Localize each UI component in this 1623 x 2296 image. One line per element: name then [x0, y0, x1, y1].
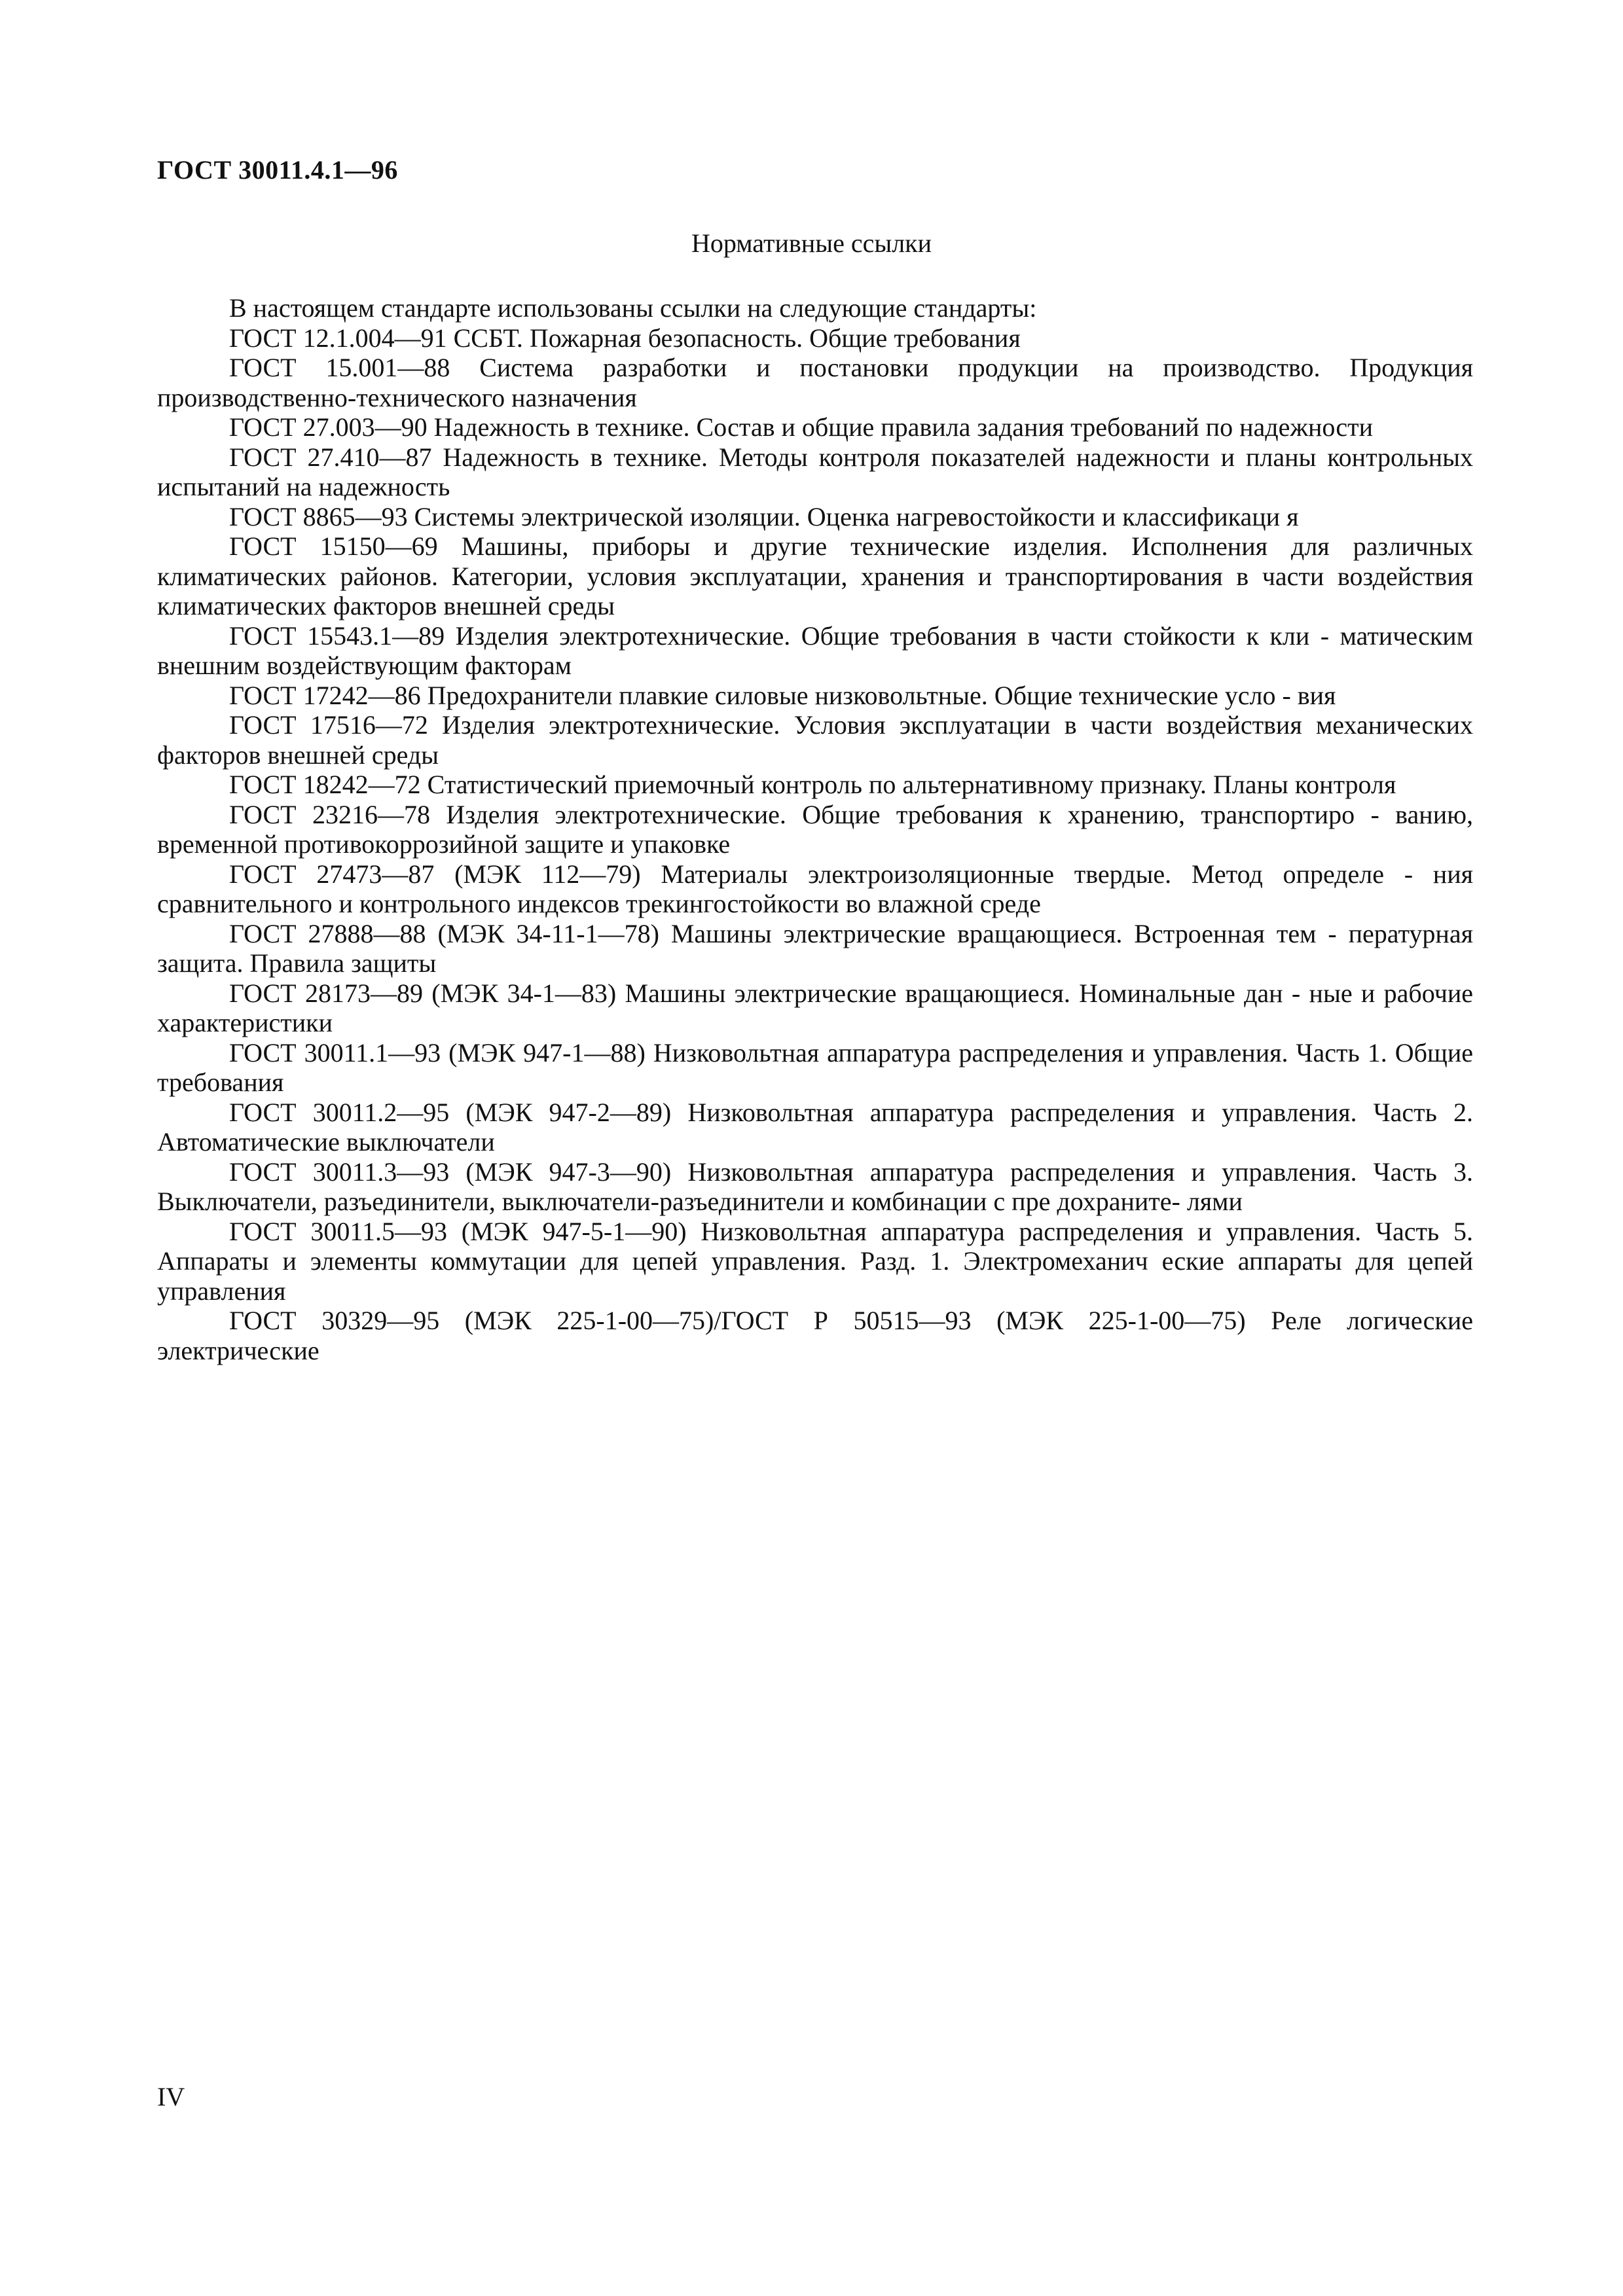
reference-item: ГОСТ 15150—69 Машины, приборы и другие технические изделия. Исполнения для различных климатических районов. Категории, условия эксплуатации, хранения и транспортирования в части воздействия климатических факторов внешней среды [157, 531, 1473, 620]
reference-item: ГОСТ 27888—88 (МЭК 34-11-1—78) Машины электрические вращающиеся. Встроенная тем - пературная защита. Правила защиты [157, 918, 1473, 978]
references-block [157, 293, 1473, 1365]
reference-item: ГОСТ 30329—95 (МЭК 225-1-00—75)/ГОСТ Р 50515—93 (МЭК 225-1-00—75) Реле логические электрические [157, 1306, 1473, 1365]
standard-code-header: ГОСТ 30011.4.1—96 [157, 155, 398, 185]
reference-item: ГОСТ 12.1.004—91 ССБТ. Пожарная безопасность. Общие требования [229, 323, 1021, 353]
reference-item: ГОСТ 17516—72 Изделия электротехнические. Условия эксплуатации в части воздействия механических факторов внешней среды [157, 710, 1473, 770]
reference-item: ГОСТ 30011.1—93 (МЭК 947-1—88) Низковольтная аппаратура распределения и управления. Часть 1. Общие требования [157, 1037, 1473, 1097]
intro-paragraph: В настоящем стандарте использованы ссылки на следующие стандарты: [229, 293, 1037, 323]
reference-item: ГОСТ 15.001—88 Система разработки и постановки продукции на производство. Продукция производственно-технического назначения [157, 353, 1473, 412]
reference-item: ГОСТ 17242—86 Предохранители плавкие силовые низковольтные. Общие технические усло - вия [229, 680, 1336, 710]
reference-item: ГОСТ 27473—87 (МЭК 112—79) Материалы электроизоляционные твердые. Метод определе - ния сравнительного и контрольного индексов трекингостойкости во влажной среде [157, 859, 1473, 918]
reference-item: ГОСТ 28173—89 (МЭК 34-1—83) Машины электрические вращающиеся. Номинальные дан - ные и рабочие характеристики [157, 978, 1473, 1037]
reference-item: ГОСТ 27.410—87 Надежность в технике. Методы контроля показателей надежности и планы контрольных испытаний на надежность [157, 442, 1473, 501]
page-number: IV [157, 2082, 185, 2111]
reference-item: ГОСТ 30011.5—93 (МЭК 947-5-1—90) Низковольтная аппаратура распределения и управления. Часть 5. Аппараты и элементы коммутации для цепей управления. Разд. 1. Электромеханич еские аппараты для цепей управления [157, 1216, 1473, 1306]
reference-item: ГОСТ 8865—93 Системы электрической изоляции. Оценка нагревостойкости и классификаци я [229, 501, 1299, 531]
reference-item: ГОСТ 27.003—90 Надежность в технике. Состав и общие правила задания требований по надежности [229, 412, 1374, 442]
reference-item: ГОСТ 18242—72 Статистический приемочный контроль по альтернативному признаку. Планы контроля [229, 770, 1396, 799]
reference-item: ГОСТ 15543.1—89 Изделия электротехнические. Общие требования в части стойкости к кли - матическим внешним воздействующим факторам [157, 620, 1473, 680]
section-title: Нормативные ссылки [691, 228, 932, 258]
reference-item: ГОСТ 23216—78 Изделия электротехнические. Общие требования к хранению, транспортиро - ванию, временной противокоррозийной защите и упаковке [157, 799, 1473, 859]
reference-item: ГОСТ 30011.2—95 (МЭК 947-2—89) Низковольтная аппаратура распределения и управления. Часть 2. Автоматические выключатели [157, 1097, 1473, 1157]
reference-item: ГОСТ 30011.3—93 (МЭК 947-3—90) Низковольтная аппаратура распределения и управления. Часть 3. Выключатели, разъединители, выключатели-разъединители и комбинации с пре дохраните- лями [157, 1157, 1473, 1216]
